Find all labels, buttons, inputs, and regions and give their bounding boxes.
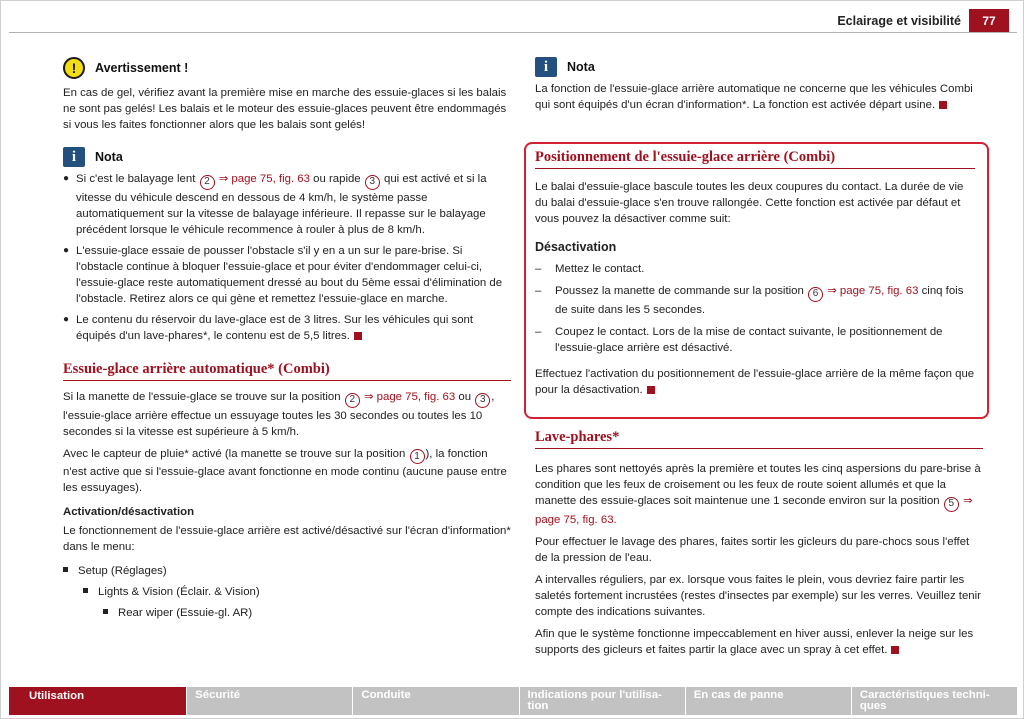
section-title: Positionnement de l'essuie-glace arrière (Combi) bbox=[535, 149, 975, 169]
paragraph: Les phares sont nettoyés après la première et toutes les cinq aspersions du pare-brise à condition que les feux de croisement ou les feux de route soient allumés et que la manette des essuie-glaces soit maintenue une 1 seconde environ sur la position 5 ⇒ page 75, fig. 63. bbox=[535, 463, 981, 526]
paragraph: Le balai d'essuie-glace bascule toutes les deux coupures du contact. La durée de vie du balai d'essuie-glace s'en trouve rallongée. Cette fonction est activée par défaut et vous pouvez la désactiver comme suit: bbox=[535, 181, 964, 225]
nota-box-left bbox=[63, 147, 511, 349]
position-number: 3 bbox=[475, 393, 490, 408]
nota-bullet: ● L'essuie-glace essaie de pousser l'obstacle s'il y en a un sur le pare-brise. Si l'obstacle continue à bloquer l'essuie-glace et pour éviter d'endommager celui-ci, l'essuie-glace reste automatiquement dressé au bout du 5ème essai d'élimination de l'obstacle. Retirez alors ce qui gène et remettez l'essuie-glace en marche. bbox=[63, 244, 503, 305]
position-number: 5 bbox=[944, 497, 959, 512]
nota-title: Nota bbox=[95, 150, 123, 164]
nota-bullet: ● Si c'est le balayage lent 2 ⇒ page 75, fig. 63 ou rapide 3 qui est activé et si la vitesse du véhicule descend en dessous de 4 km/h, le système passe automatiquement sur la vitesse de balayage inférieure. Il repasse sur le balayage précédent lorsque le véhicule recommence à rouler à plus de 8 km/h. bbox=[63, 173, 487, 236]
menu-item: Rear wiper (Essuie-gl. AR) bbox=[118, 607, 253, 619]
section-title: Essuie-glace arrière automatique* (Combi) bbox=[63, 361, 511, 381]
step: – Mettez le contact. bbox=[535, 263, 645, 275]
end-marker bbox=[891, 646, 899, 654]
nota-bullet: ● Le contenu du réservoir du lave-glace est de 3 litres. Sur les véhicules qui sont équipés d'un lave-phares*, le contenu est de 5,5 litres. bbox=[63, 313, 474, 342]
menu-item: Setup (Réglages) bbox=[78, 565, 167, 577]
tab-utilisation[interactable]: Utilisation bbox=[9, 687, 186, 715]
position-number: 2 bbox=[200, 175, 215, 190]
subheading: Activation/désactivation bbox=[63, 506, 195, 518]
end-marker bbox=[647, 386, 655, 394]
tab-securite[interactable]: Sécurité bbox=[186, 687, 352, 715]
section-title: Lave-phares* bbox=[535, 429, 983, 449]
menu-path bbox=[63, 563, 511, 621]
paragraph: Si la manette de l'essuie-glace se trouve sur la position 2 ⇒ page 75, fig. 63 ou 3 , l'essuie-glace arrière effectue un essuyage toutes les 30 secondes ou toutes les 10 secondes si la vitesse est supérieure à 5 km/h. bbox=[63, 391, 495, 438]
page-number: 77 bbox=[969, 9, 1009, 33]
nota-text: La fonction de l'essuie-glace arrière automatique ne concerne que les véhicules Combi qui sont équipés d'un écran d'information*. La fonction est activée départ usine. bbox=[535, 83, 973, 111]
tab-conduite[interactable]: Conduite bbox=[352, 687, 518, 715]
step: – Poussez la manette de commande sur la position 6 ⇒ page 75, fig. 63 cinq fois de suite dans les 5 secondes. bbox=[535, 285, 964, 316]
rear-wiper-position-section bbox=[535, 149, 975, 404]
paragraph: Avec le capteur de pluie* activé (la manette se trouve sur la position 1 ), la fonction n'est active que si l'essuie-glace avant fonctionne en mode continu (aucune pause entre les essuyages). bbox=[63, 447, 507, 494]
warning-box bbox=[63, 57, 511, 139]
headlamp-washer-section bbox=[535, 429, 983, 664]
warning-title: Avertissement ! bbox=[95, 61, 189, 75]
paragraph: Afin que le système fonctionne impeccablement en hiver aussi, enlever la neige sur les supports des gicleurs et faites partir la glace avec un spray à cet effet. bbox=[535, 627, 974, 656]
position-number: 3 bbox=[365, 175, 380, 190]
tab-caracteristiques[interactable]: Caractéristiques techni- ques bbox=[851, 687, 1017, 715]
menu-item: Lights & Vision (Éclair. & Vision) bbox=[98, 586, 260, 598]
end-marker bbox=[354, 332, 362, 340]
nota-title: Nota bbox=[567, 60, 595, 74]
page-reference-link[interactable]: ⇒ page 75, fig. 63 bbox=[363, 391, 456, 403]
paragraph: Pour effectuer le lavage des phares, faites sortir les gicleurs du pare-chocs sous l'effet de la pression de l'eau. bbox=[535, 535, 970, 564]
position-number: 1 bbox=[410, 449, 425, 464]
paragraph: A intervalles réguliers, par ex. lorsque vous faites le plein, vous devriez faire partir les saletés fortement incrustées (restes d'insectes par exemple) sur les verres. Veuillez tenir compte des indications suivantes. bbox=[535, 573, 981, 618]
info-icon: i bbox=[63, 147, 85, 167]
warning-text: En cas de gel, vérifiez avant la première mise en marche des essuie-glaces si les balais ne sont pas gelés! Les balais et le moteur des essuie-glaces peuvent être endommagés si vous les faites fonctionner alors que les balais sont gelés! bbox=[63, 87, 507, 131]
chapter-title: Eclairage et visibilité bbox=[837, 14, 961, 28]
page-reference-link[interactable]: ⇒ page 75, fig. 63 bbox=[218, 173, 310, 185]
auto-wiper-section bbox=[63, 361, 511, 621]
chapter-nav bbox=[9, 687, 1017, 715]
info-icon: i bbox=[535, 57, 557, 77]
position-number: 2 bbox=[345, 393, 360, 408]
page-reference-link[interactable]: ⇒ page 75, fig. 63 bbox=[827, 285, 919, 297]
paragraph: Effectuez l'activation du positionnement de l'essuie-glace arrière de la même façon que pour la désactivation. bbox=[535, 367, 975, 396]
step: – Coupez le contact. Lors de la mise de contact suivante, le positionnement de l'essuie-glace arrière est désactivé. bbox=[535, 325, 943, 354]
subheading: Désactivation bbox=[535, 240, 617, 254]
tab-indications[interactable]: Indications pour l'utilisa- tion bbox=[519, 687, 685, 715]
end-marker bbox=[939, 101, 947, 109]
paragraph: Le fonctionnement de l'essuie-glace arrière est activé/désactivé sur l'écran d'information* dans le menu: bbox=[63, 525, 511, 553]
header-rule bbox=[9, 32, 1017, 33]
page-reference-link[interactable]: ⇒ page 75, fig. 63. bbox=[535, 495, 973, 526]
warning-icon: ! bbox=[63, 57, 85, 79]
position-number: 6 bbox=[808, 287, 823, 302]
tab-en-cas-de-panne[interactable]: En cas de panne bbox=[685, 687, 851, 715]
nota-box-right bbox=[535, 57, 983, 119]
